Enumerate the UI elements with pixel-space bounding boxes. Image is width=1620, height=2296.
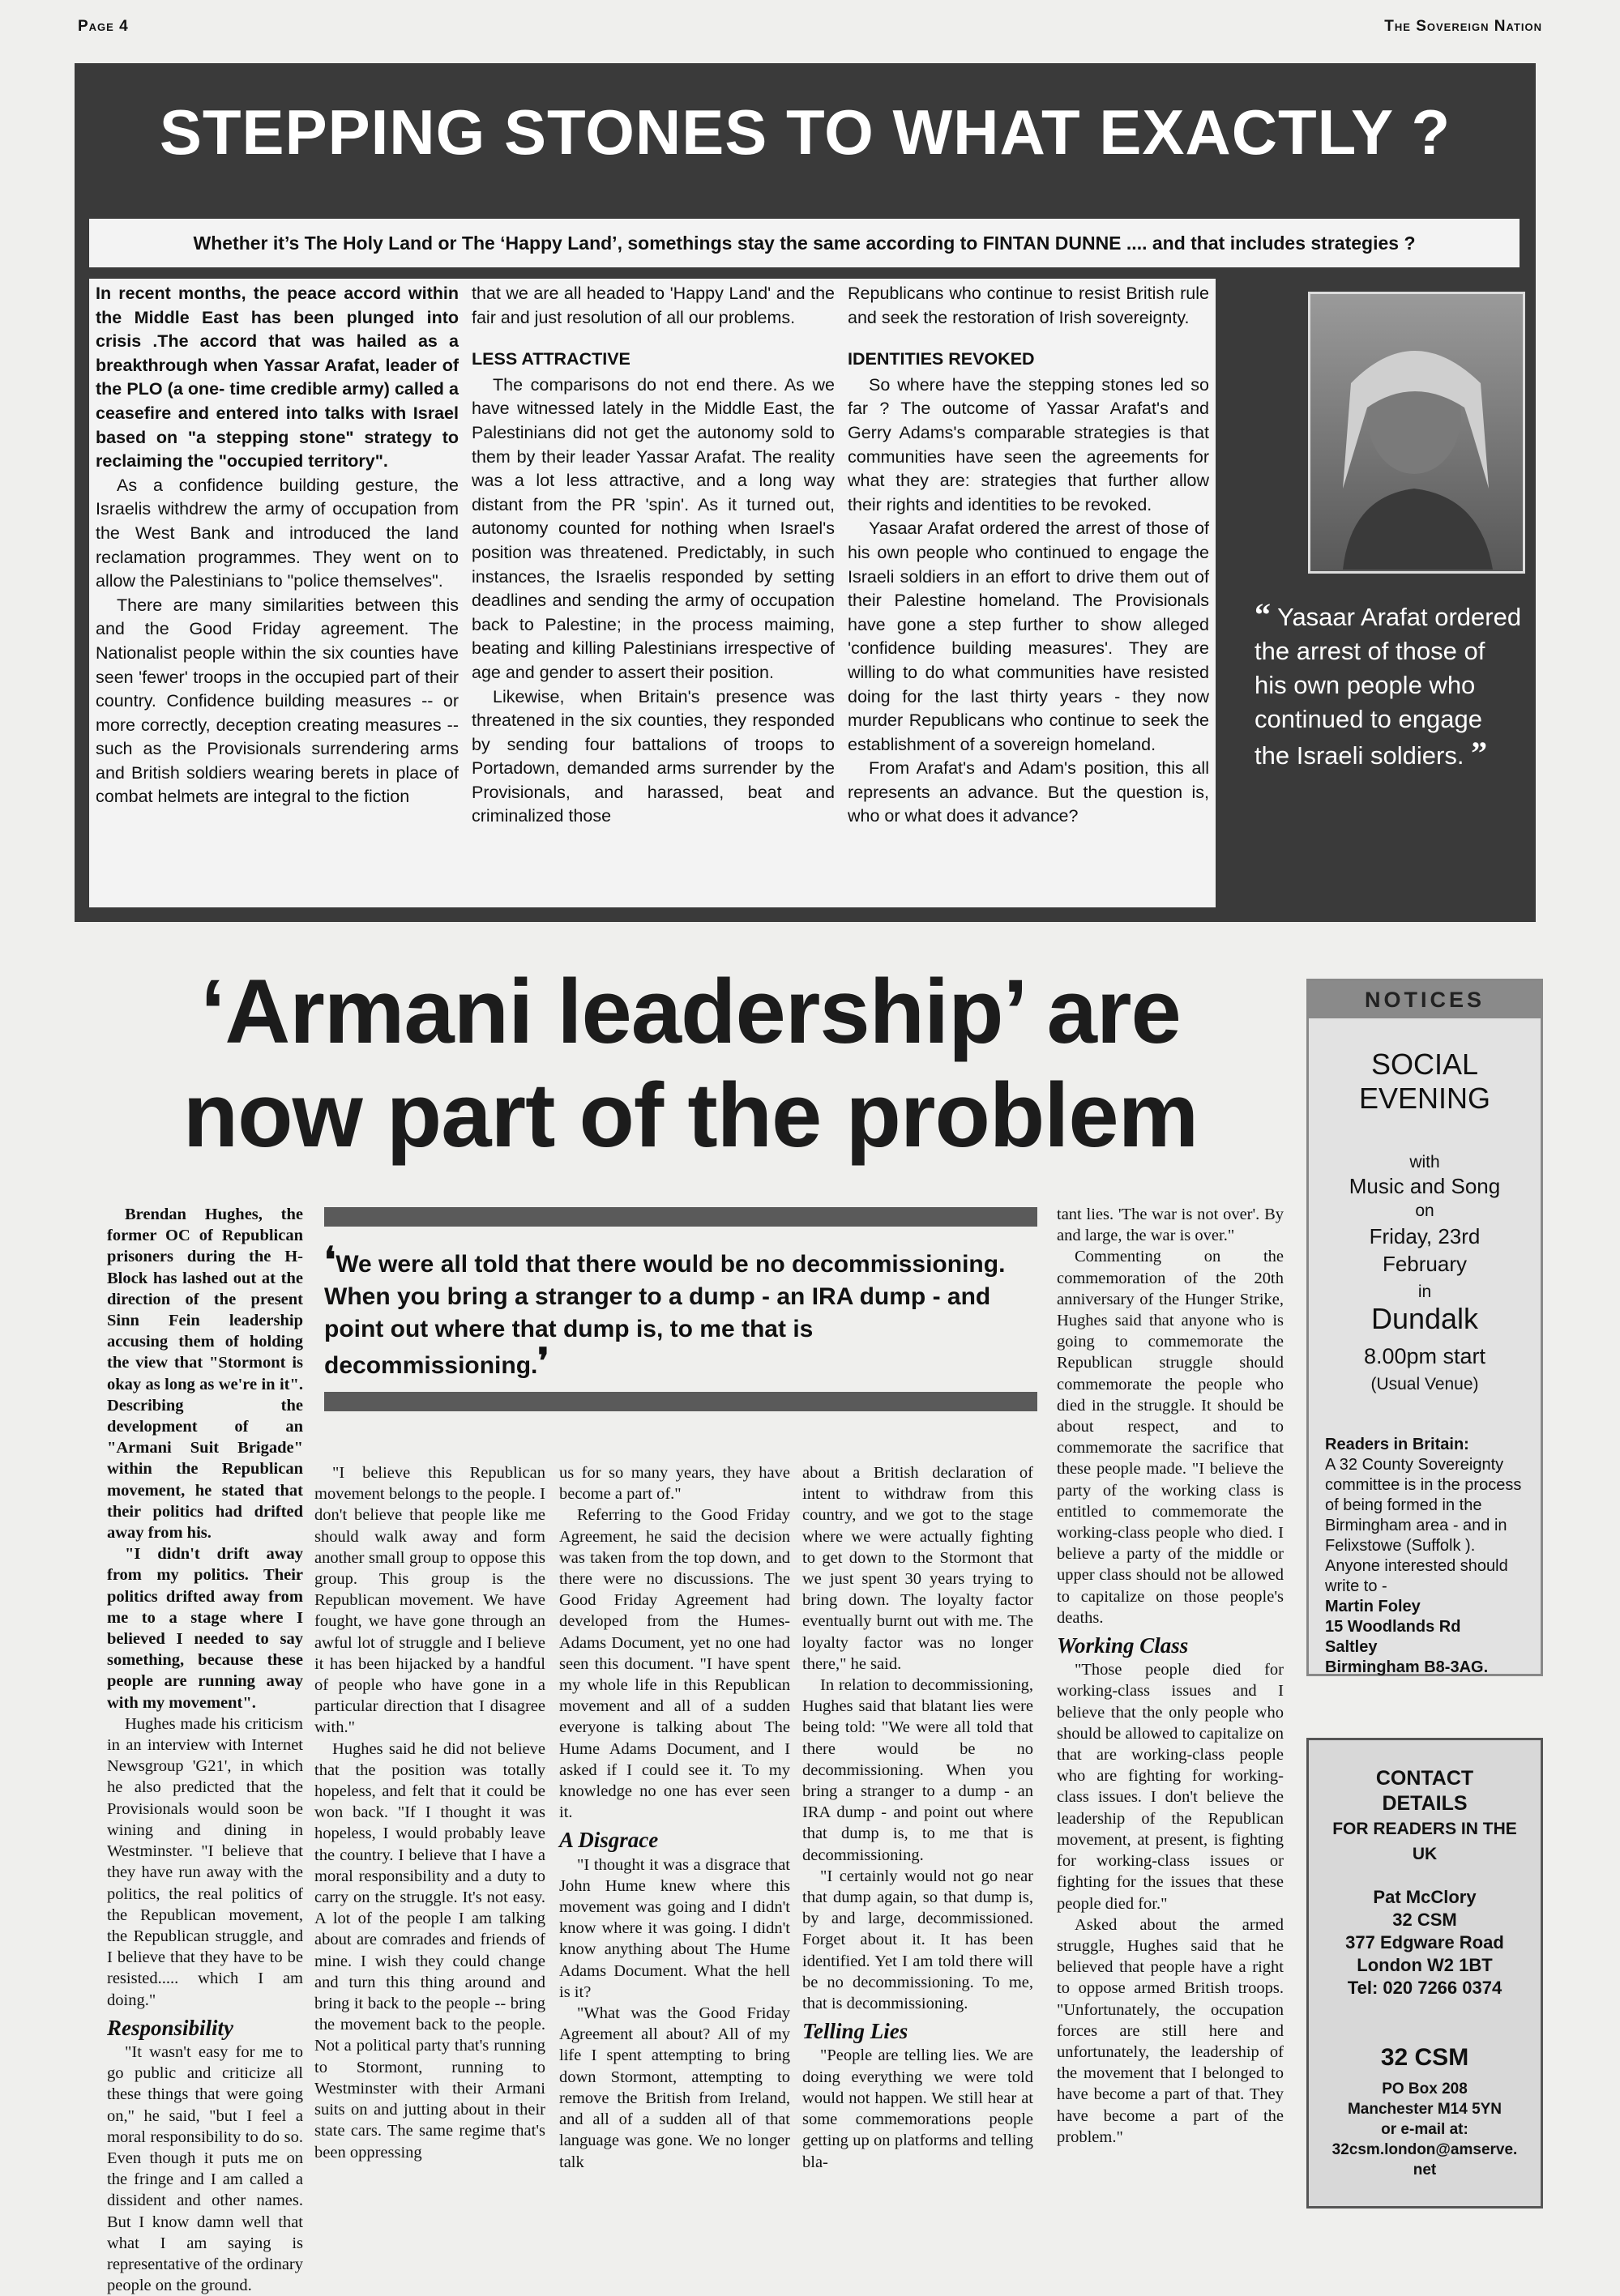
article-paragraph: "It wasn't easy for me to go public and criticize all these things that were going on," he said, "but I feel a moral responsibility to do so. Even though it puts me on the fringe and I am called a dissident and other names. But I know damn well that what I am saying is representative of the ordinary people on the ground.	[107, 2042, 303, 2295]
article-paragraph: "People are telling lies. We are doing everything we were told would not happen. We still hear at some commemorations people getting up on platforms and telling bla-	[802, 2046, 1033, 2171]
close-quote-icon: ❜	[537, 1342, 549, 1381]
article-column-4	[802, 1462, 1033, 2173]
headline-line-1: ‘Armani leadership’ are	[200, 961, 1181, 1062]
contact-heading-line: FOR READERS IN THE	[1332, 1820, 1517, 1838]
address-line: Birmingham B8-3AG.	[1325, 1658, 1489, 1676]
contact-heading-line: CONTACT	[1375, 1767, 1474, 1790]
feature-paragraph: Yasaar Arafat ordered the arrest of those of his own people who continued to engage the Israeli soldiers in an effort to drive them out of their Palestine homeland. The Provisionals have gone a step further to show alleged 'confidence building measures'. They are willing to do what communities have resisted doing for the last thirty years - they now murder Republicans who continue to seek the establishment of a sovereign homeland.	[848, 519, 1209, 754]
event-date	[1309, 1223, 1541, 1278]
article-paragraph: about a British declaration of intent to withdraw from this country, and we got to the stage where we were actually fighting to get down to the Stormont that we just spent 30 years trying to bring down. The loyalty factor eventually burnt out with me. The loyalty factor was no longer there," he said.	[802, 1464, 1033, 1673]
contact-line: Manchester M14 5YN	[1347, 2101, 1502, 2118]
big-quote-text: We were all told that there would be no decommissioning. When you bring a stranger to a dump - an IRA dump - and point out where that dump is, to me that is decommissioning.	[324, 1251, 1006, 1379]
event-title-line-1: SOCIAL	[1370, 1048, 1479, 1081]
event-date-line-1: Friday, 23rd	[1369, 1224, 1481, 1248]
event-title-line-2: EVENING	[1358, 1082, 1491, 1115]
article-paragraph: "I certainly would not go near that dump again, so that dump is, by and large, decommissioned. Forget about it. It has been identified. Yet I am told there will be no decommissioning. To me, that is decommissioning.	[802, 1867, 1033, 2013]
notices-header: NOTICES	[1309, 981, 1541, 1018]
article-paragraph: "I believe this Republican movement belongs to the people. I don't believe that people like me should walk away and form another small group to oppose this group. This group is the Republican movement. We have fought, we have gone through an awful lot of struggle and I believe it has been hijacked by a handful of people who have gone in a particular direction that I disagree with."	[314, 1464, 545, 1737]
feature-paragraph: that we are all headed to 'Happy Land' and the fair and just resolution of all our problems.	[472, 284, 835, 327]
article-lead: Brendan Hughes, the former OC of Republican prisoners during the H-Block has lashed out at the direction of the present Sinn Fein leadership accusing them of holding the view that "Stormont is okay as long as we're in it". Describing the development of an "Armani Suit Brigade" within the Republican movement, he stated that their politics had drifted away from his.	[107, 1206, 303, 1543]
feature-subhead: LESS ATTRACTIVE	[472, 349, 630, 369]
event-title	[1309, 1048, 1541, 1116]
article-paragraph: Commenting on the commemoration of the 20th anniversary of the Hunger Strike, Hughes said that anyone who is going to commemorate the Republican struggle should commemorate the people who died in the struggle. It should be about respect, and to commemorate the sacrifice that these people made. "I believe the party of the working class is entitled to commemorate the working-class people who died. I believe a party of the middle or upper class should not be allowed to capitalize on those people's deaths.	[1057, 1248, 1284, 1627]
article-paragraph: "Those people died for working-class issues and I believe that the only people who should be allowed to capitalize on that are working-class people who are fighting for working-class issues. I don't believe the leadership of the Republican movement, at present, is fighting for working-class issues or fighting for the issues that these people died for."	[1057, 1661, 1284, 1913]
contact-line: 377 Edgware Road	[1345, 1932, 1504, 1952]
pull-quote-text: Yasaar Arafat ordered the arrest of those of his own people who continued to engage the Israeli soldiers.	[1255, 603, 1522, 770]
paper-name: The Sovereign Nation	[1384, 18, 1542, 35]
article-paragraph: Hughes said he did not believe that the position was totally hopeless, and felt that it could be won back. "If I thought it was hopeless, I would probably leave the country. I believe that I have a moral responsibility and a duty to carry on the struggle. It's not easy. A lot of the people I am talking about are comrades and friends of mine. I wish they could change and turn this thing around and bring it back to the people -- bring the movement back to the people. Not a political party that's running to Stormont, running to Westminster with their Armani suits on and jutting about in their state cars. The same regime that's been oppressing	[314, 1739, 545, 2162]
contact-org-2: 32 CSM	[1380, 2044, 1469, 2071]
article-column-3	[559, 1462, 790, 2173]
article-subhead: Responsibility	[107, 2015, 234, 2040]
event-on: on	[1415, 1201, 1434, 1220]
quote-bar-top	[324, 1207, 1037, 1227]
feature-paragraph: As a confidence building gesture, the Israelis withdrew the army of occupation from the West Bank and introduced the land reclamation programmes. They went on to allow the Palestinians to "police themselves".	[96, 475, 459, 591]
article-paragraph: Asked about the armed struggle, Hughes said that he believed that people have a right to oppose armed British troops. "Unfortunately, the occupation forces are still here and unfortunately, the leadership of the movement that I belonged to have become a part of that. They have become a part of the problem."	[1057, 1915, 1284, 2146]
article-paragraph: us for so many years, they have become a part of."	[559, 1464, 790, 1504]
article-subhead: Telling Lies	[802, 2019, 908, 2044]
page-number: Page 4	[78, 18, 129, 35]
article-column-5	[1057, 1204, 1284, 2148]
feature-lead: In recent months, the peace accord within the Middle East has been plunged into crisis .The accord that was hailed as a breakthrough when Yassar Arafat, leader of the PLO (a one- time credible army) called a ceasefire and entered into talks with Israel based on "a stepping stone" strategy to reclaiming the "occupied territory".	[96, 284, 459, 472]
readers-heading: Readers in Britain:	[1325, 1436, 1469, 1453]
article-subhead: Working Class	[1057, 1633, 1189, 1658]
pull-quote	[1255, 598, 1522, 773]
feature-paragraph: From Arafat's and Adam's position, this all represents an advance. But the question is, who or what does it advance?	[848, 758, 1209, 826]
article-paragraph: tant lies. 'The war is not over'. By and large, the war is over."	[1057, 1206, 1284, 1245]
event-place: Dundalk	[1370, 1302, 1479, 1335]
article-headline	[75, 960, 1306, 1167]
contact-line: Pat McClory	[1373, 1887, 1477, 1907]
feature-column-1	[96, 282, 459, 809]
readers-notice	[1325, 1435, 1528, 1678]
event-with: with	[1409, 1153, 1440, 1171]
open-quote-icon: “	[1255, 596, 1271, 633]
notices-box	[1306, 979, 1543, 1676]
contact-phone: Tel: 020 7266 0374	[1347, 1978, 1502, 1998]
headline-line-2: now part of the problem	[182, 1065, 1199, 1166]
contact-box	[1306, 1738, 1543, 2209]
address-line: Saltley	[1325, 1638, 1378, 1656]
feature-paragraph: So where have the stepping stones led so far ? The outcome of Yassar Arafat's and Gerry Adams's comparable strategies is that communities have seen the agreements for what they are: strategies that further allow their rights and identities to be revoked.	[848, 374, 1209, 514]
event-music: Music and Song	[1349, 1174, 1501, 1198]
event-date-line-2: February	[1382, 1252, 1468, 1276]
contact-heading-line: DETAILS	[1382, 1792, 1468, 1815]
event-in: in	[1417, 1282, 1432, 1301]
big-quote	[324, 1240, 1037, 1382]
feature-paragraph: The comparisons do not end there. As we have witnessed lately in the Middle East, the Palestinians did not get the autonomy sold to them by their leader Yassar Arafat. The reality was a lot less attractive, and a long way distant from the PR 'spin'. As it turned out, autonomy counted for nothing when Israel's position was threatened. Predictably, in such instances, the Israelis responded by setting deadlines and sending the army of occupation back to Palestine; in the process maiming, beating and killing Palestinians irrespective of age and gender to assert their position.	[472, 374, 835, 682]
feature-body	[89, 279, 1216, 907]
article-column-1	[107, 1204, 303, 2296]
readers-text: A 32 County Sovereignty committee is in the process of being formed in the Birmingham area - and in Felixstowe (Suffolk ). Anyone interested should write to -	[1325, 1456, 1522, 1595]
article-paragraph: In relation to decommissioning, Hughes said that blatant lies were being told: "We were all told that there would be no decommissioning. When you bring a stranger to a dump - an IRA dump - and point out where that dump is, to me that is decommissioning.	[802, 1676, 1033, 1864]
address-line: Martin Foley	[1325, 1598, 1421, 1615]
contact-line: 32 CSM	[1392, 1910, 1457, 1930]
feature-paragraph: Republicans who continue to resist British rule and seek the restoration of Irish sovereignty.	[848, 284, 1209, 327]
quote-bar-bottom	[324, 1392, 1037, 1411]
feature-subhead: IDENTITIES REVOKED	[848, 349, 1035, 369]
article-paragraph: "I thought it was a disgrace that John Hume knew where this movement was going and I didn't know where it was going. I didn't know anything about The Hume Adams Document. What the hell is it?	[559, 1855, 790, 2001]
feature-column-2	[472, 282, 835, 829]
contact-line: or e-mail at:	[1381, 2121, 1468, 2138]
article-paragraph: Referring to the Good Friday Agreement, he said the decision was taken from the top down, and there were no discussions. The Good Friday Agreement had developed from the Humes-Adams Document, yet no one had seen this document. "I have spent my whole life in this Republican movement and all of a sudden everyone is talking about The Hume Adams Document, and I asked if I could see it. To my knowledge no one has ever seen it.	[559, 1506, 790, 1822]
article-column-2	[314, 1462, 545, 2163]
feature-paragraph: Likewise, when Britain's presence was threatened in the six counties, they responded by sending four battalions of troops to Portadown, demanded arms surrender by the Provisionals, and harassed, beat and criminalized those	[472, 686, 835, 826]
event-time: 8.00pm start	[1363, 1344, 1486, 1368]
contact-address-2	[1309, 2079, 1541, 2180]
contact-line: London W2 1BT	[1357, 1955, 1493, 1975]
feature-paragraph: There are many similarities between this and the Good Friday agreement. The Nationalist people within the six counties have seen 'fewer' troops in the occupied part of their country. Confidence building measures -- or more correctly, deception creating measures -- such as the Provisionals surrendering arms and British soldiers wearing berets in place of combat helmets are integral to the fiction	[96, 595, 459, 807]
article-subhead: A Disgrace	[559, 1828, 659, 1853]
contact-email: 32csm.london@amserve.	[1331, 2141, 1518, 2158]
arafat-photo	[1308, 292, 1525, 574]
contact-heading	[1309, 1766, 1541, 1867]
article-paragraph: "What was the Good Friday Agreement all about? All of my life I spent attempting to bring down Stormont, attempting to remove the British from Ireland, and all of a sudden all of that language was gone. We no longer talk	[559, 2004, 790, 2171]
feature-standfirst: Whether it’s The Holy Land or The ‘Happy Land’, somethings stay the same according to FINTAN DUNNE .... and that includes strategies ?	[89, 219, 1520, 267]
address-line: 15 Woodlands Rd	[1325, 1618, 1461, 1636]
event-venue: (Usual Venue)	[1370, 1375, 1479, 1393]
contact-heading-line: UK	[1412, 1845, 1438, 1863]
contact-line: PO Box 208	[1382, 2080, 1468, 2098]
quote-box	[324, 1207, 1037, 1411]
close-quote-icon: ”	[1471, 735, 1488, 771]
feature-headline: STEPPING STONES TO WHAT EXACTLY ?	[159, 96, 1451, 168]
feature-column-3	[848, 282, 1209, 829]
article-paragraph: Hughes made his criticism in an interview with Internet Newsgroup 'G21', in which he also predicted that the Provisionals would soon be wining and dining in Westminster. "I believe that they have run away with the politics, the real politics of the Republican movement, the Republican struggle, and I believe that they have to be resisted..... which I am doing."	[107, 1714, 303, 2009]
contact-address	[1309, 1886, 1541, 1999]
open-quote-icon: ❛	[324, 1240, 336, 1280]
article-paragraph: "I didn't drift away from my politics. Their politics drifted away from me to a stage where I believed I needed to say something, because these people are running away with my movement".	[107, 1545, 303, 1712]
contact-email: net	[1413, 2162, 1437, 2179]
top-feature	[75, 63, 1536, 922]
